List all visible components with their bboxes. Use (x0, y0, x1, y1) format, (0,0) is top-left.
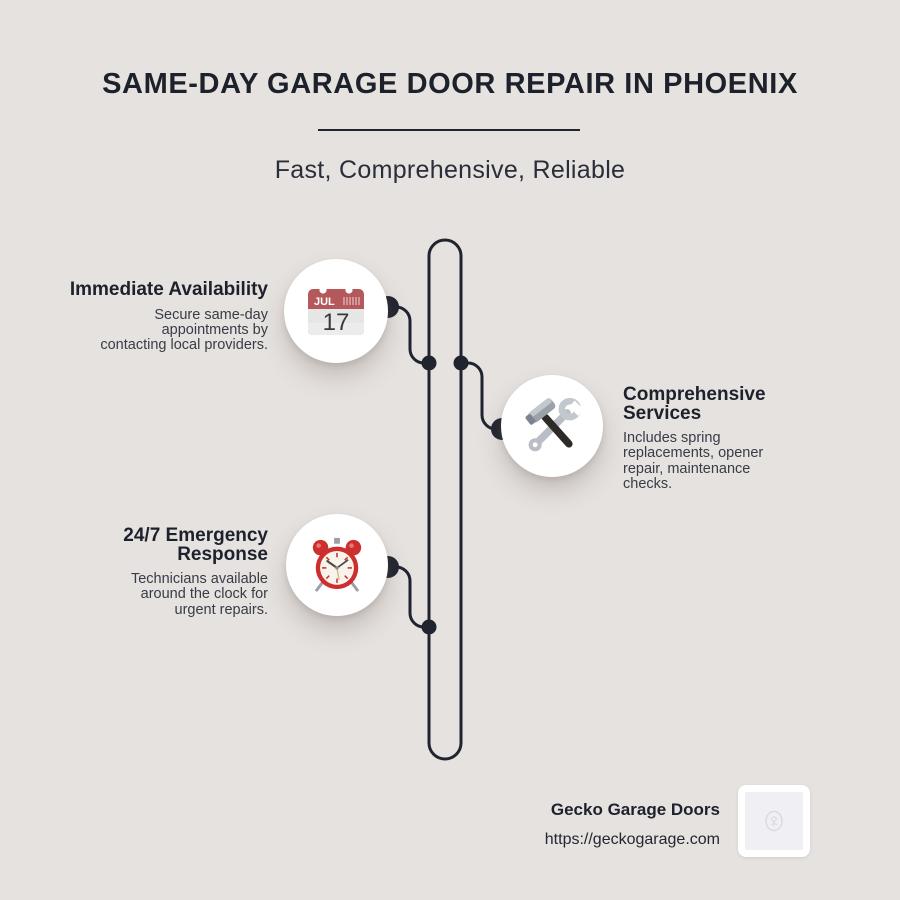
timeline-capsule (429, 240, 461, 759)
item-title (623, 386, 813, 423)
page-title: SAME-DAY GARAGE DOOR REPAIR IN PHOENIX (102, 68, 798, 100)
footer-company-name: Gecko Garage Doors (550, 800, 720, 819)
timeline-item-immediate-availability (50, 281, 268, 354)
item-title: Immediate Availability (69, 279, 268, 300)
calendar-day-label: 17 (322, 309, 350, 336)
milestone-circle-1 (284, 259, 388, 363)
title-line: 24/7 Emergency (123, 525, 268, 546)
milestone-circle-3 (286, 514, 388, 616)
desc-line: repair, maintenance (623, 460, 751, 477)
connector-item-3 (388, 567, 429, 627)
milestone-circle-2 (501, 375, 603, 477)
alarm-clock-icon (308, 536, 366, 594)
desc-line: Technicians available (130, 571, 268, 587)
desc-line: contacting local providers. (100, 337, 268, 354)
desc-line: urgent repairs. (174, 601, 268, 618)
desc-line: Secure same-day (154, 306, 268, 323)
item-description (623, 431, 813, 493)
footer-url[interactable]: https://geckogarage.com (544, 831, 720, 848)
desc-line: checks. (623, 476, 673, 493)
desc-line: around the clock for (140, 586, 268, 603)
gecko-logo (738, 785, 810, 857)
title-divider (318, 129, 580, 131)
spine-dot-item-2 (454, 356, 469, 371)
calendar-month-label: JUL (314, 296, 335, 308)
page-subtitle: Fast, Comprehensive, Reliable (274, 156, 626, 184)
spine-dot-item-3 (422, 620, 437, 635)
title-line: Services (623, 402, 702, 424)
desc-line: Includes spring (623, 430, 721, 446)
title-line: Response (177, 543, 268, 565)
desc-line: replacements, opener (623, 445, 764, 462)
desc-line: appointments by (161, 321, 268, 338)
item-description (50, 572, 268, 618)
timeline-item-emergency-response (50, 527, 268, 618)
title-line: Comprehensive (623, 384, 766, 405)
connector-item-2 (460, 363, 502, 429)
logo-placeholder (745, 792, 803, 850)
spine-dot-item-1 (422, 356, 437, 371)
calendar-icon (306, 283, 366, 339)
item-title (50, 527, 268, 564)
item-description (50, 308, 268, 354)
hammer-and-wrench-icon (522, 396, 582, 456)
logo-placeholder-icon (761, 808, 787, 834)
timeline-item-comprehensive-services (623, 386, 813, 493)
connector-item-1 (388, 307, 429, 363)
